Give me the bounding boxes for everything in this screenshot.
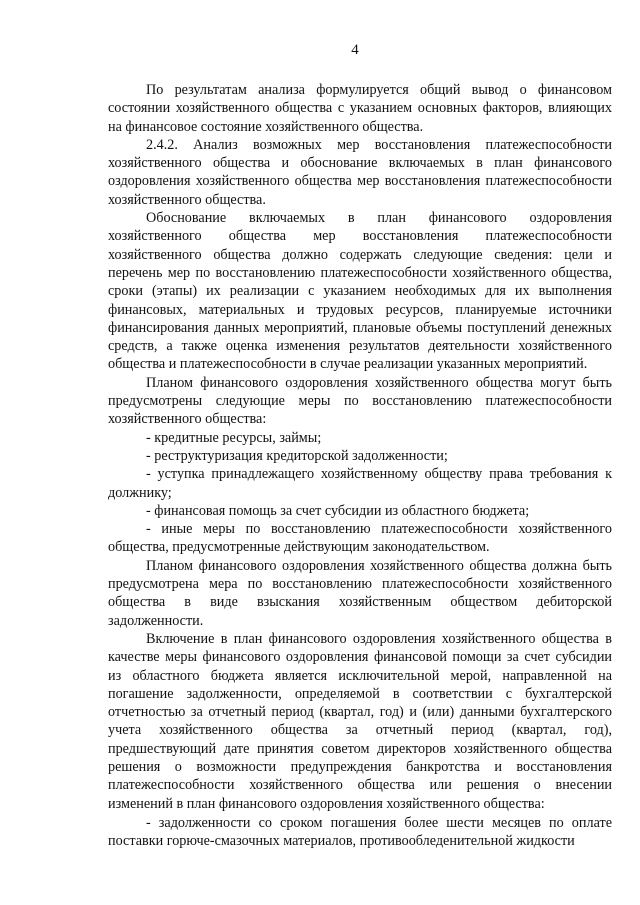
page-number: 4 xyxy=(351,42,359,58)
list-item-other: - иные меры по восстановлению платежеспособности хозяйственного общества, предусмотренные действующим законодательством. xyxy=(108,521,612,556)
paragraph-justification: Обоснование включаемых в план финансового оздоровления хозяйственного общества мер восстановления платежеспособности хозяйственного общества должно содержать следующие сведения: цели и перечень мер по восстановлению платежеспособности хозяйственного общества, сроки (этапы) их реализации с указанием необходимых для их выполнения финансовых, материальных и трудовых ресурсов, планируемые источники финансирования данных мероприятий, плановые объемы поступлений денежных средств, а также оценка изменения результатов деятельности хозяйственного общества и платежеспособности в случае реализации указанных мероприятий. xyxy=(108,210,612,373)
paragraph-conclusion: По результатам анализа формулируется общий вывод о финансовом состоянии хозяйственного общества с указанием основных факторов, влияющих на финансовое состояние хозяйственного общества. xyxy=(108,82,612,135)
paragraph-measures-intro: Планом финансового оздоровления хозяйственного общества могут быть предусмотрены следующие меры по восстановлению платежеспособности хозяйственного общества: xyxy=(108,374,612,428)
list-item-credit: - кредитные ресурсы, займы; xyxy=(146,429,322,446)
list-item-restructuring: - реструктуризация кредиторской задолженности; xyxy=(146,447,448,464)
list-item-subsidy: - финансовая помощь за счет субсидии из областного бюджета; xyxy=(146,502,530,519)
paragraph-receivables: Планом финансового оздоровления хозяйственного общества должна быть предусмотрена мера по восстановлению платежеспособности хозяйственного общества в виде взыскания хозяйственным обществом дебиторской задолженности. xyxy=(108,557,612,629)
paragraph-subsidy-inclusion: Включение в план финансового оздоровления хозяйственного общества в качестве меры финансового оздоровления финансовой помощи за счет субсидии из областного бюджета является исключительной мерой, направленной на погашение задолженности, определяемой в соответствии с бухгалтерской отчетностью за отчетный период (квартал, год) и (или) данными бухгалтерского учета хозяйственного общества за отчетный период (квартал, год), предшествующий дате принятия советом директоров хозяйственного общества решения о возможности предупреждения банкротства и восстановления платежеспособности хозяйственного общества или решения о внесении изменений в план финансового оздоровления хозяйственного общества: xyxy=(108,630,612,812)
list-item-debt-fuel: - задолженности со сроком погашения более шести месяцев по оплате поставки горюче-смазочных материалов, противообледенительной жидкости xyxy=(108,814,612,850)
paragraph-section-2-4-2: 2.4.2. Анализ возможных мер восстановления платежеспособности хозяйственного общества и обоснование включаемых в план финансового оздоровления хозяйственного общества мер восстановления платежеспособности хозяйственного общества. xyxy=(108,136,612,208)
list-item-assignment: - уступка принадлежащего хозяйственному обществу права требования к должнику; xyxy=(108,466,612,501)
document-body xyxy=(108,81,612,850)
